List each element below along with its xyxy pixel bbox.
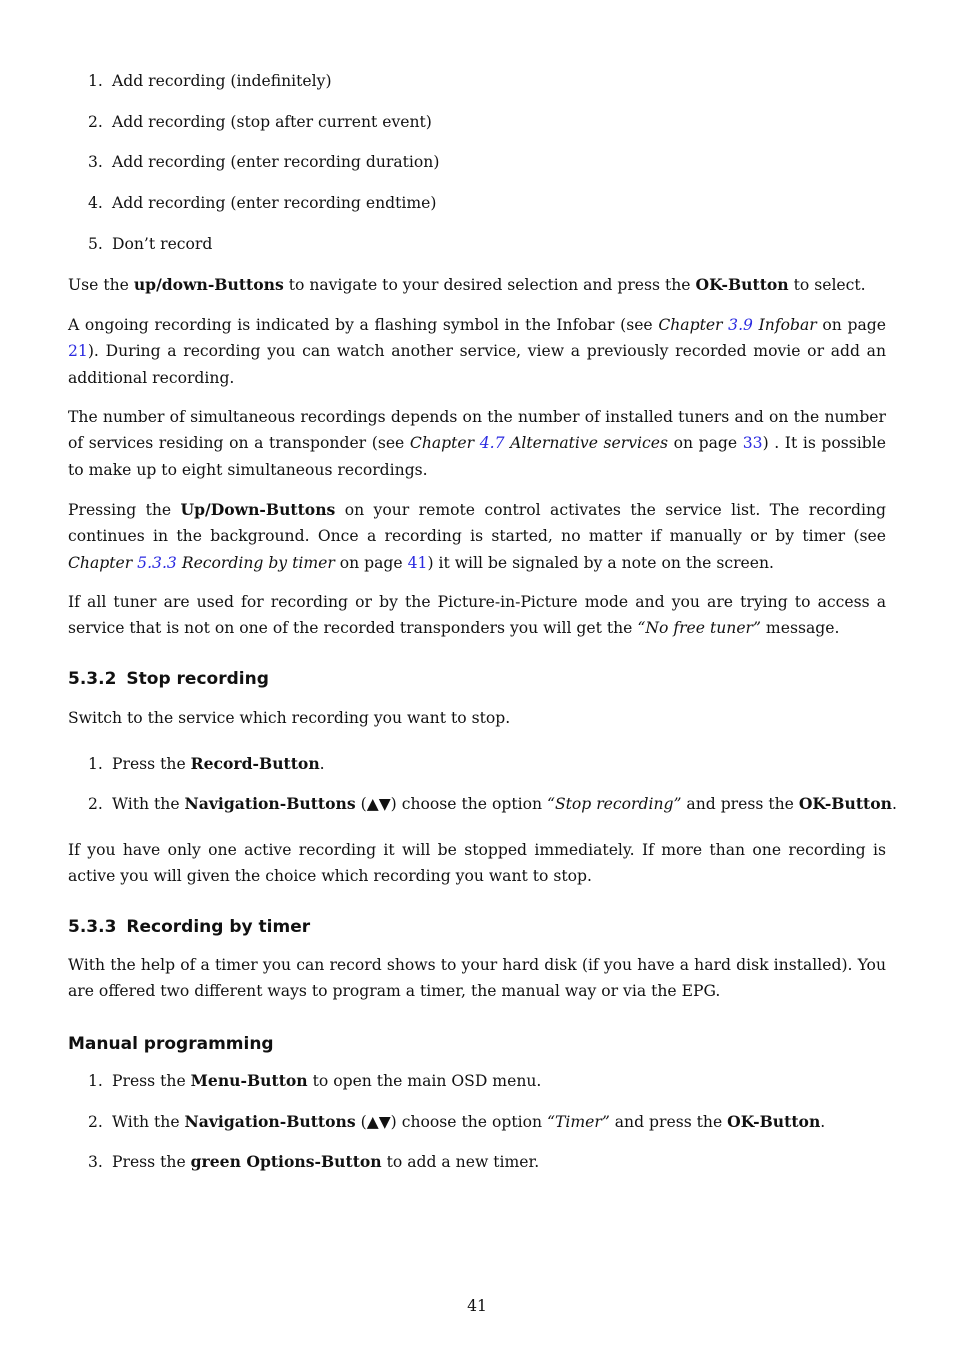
list-item: 1. Add recording (indefinitely) bbox=[88, 72, 332, 90]
paragraph: If you have only one active recording it will be stopped immediately. If more than one recording is active you will given the choice which recording you want to stop. bbox=[68, 841, 886, 886]
paragraph: Use the up/down-Buttons to navigate to your desired selection and press the OK-Button to select. bbox=[68, 275, 866, 294]
section-heading: 5.3.2 Stop recording bbox=[68, 669, 269, 689]
list-item: 1. Press the Menu-Button to open the main OSD menu. bbox=[88, 1071, 542, 1090]
chapter-link[interactable]: 5.3.3 bbox=[137, 553, 177, 572]
paragraph: Pressing the Up/Down-Buttons on your remote control activates the service list. The recording continues in the background. Once a recording is started, no matter if manually or by timer (see Chapter 5.3.3 Recording by timer on page 41) it will be signaled by a note on the screen. bbox=[68, 500, 886, 572]
page-link[interactable]: 33 bbox=[742, 434, 763, 453]
list-item: 3. Add recording (enter recording duration) bbox=[88, 153, 440, 171]
list-item: 5. Don’t record bbox=[88, 235, 213, 253]
chapter-link[interactable]: 3.9 bbox=[728, 316, 753, 334]
paragraph: The number of simultaneous recordings depends on the number of installed tuners and on the number of services residing on a transponder (see Chapter 4.7 Alternative services on page 33) . It is possible to make up to eight simultaneous recordings. bbox=[68, 408, 886, 479]
list-item: 4. Add recording (enter recording endtime) bbox=[88, 194, 437, 212]
list-item: 3. Press the green Options-Button to add a new timer. bbox=[88, 1152, 540, 1171]
list-item: 2. Add recording (stop after current event) bbox=[88, 113, 432, 131]
page-link[interactable]: 21 bbox=[68, 342, 88, 361]
page-number: 41 bbox=[467, 1297, 487, 1315]
page-link[interactable]: 41 bbox=[407, 553, 428, 572]
list-item: 1. Press the Record-Button. bbox=[88, 754, 325, 773]
paragraph: Switch to the service which recording you want to stop. bbox=[68, 709, 511, 727]
section-heading: 5.3.3 Recording by timer bbox=[68, 917, 311, 937]
list-item: 2. With the Navigation-Buttons (▲▼) choose the option “Stop recording” and press the OK-Button. bbox=[88, 794, 897, 813]
chapter-link[interactable]: 4.7 bbox=[479, 434, 505, 453]
paragraph: A ongoing recording is indicated by a flashing symbol in the Infobar (see Chapter 3.9 Infobar on page 21). During a recording you can watch another service, view a previously recorded movie or add an additional recording. bbox=[68, 316, 886, 387]
paragraph: If all tuner are used for recording or by the Picture-in-Picture mode and you are trying to access a service that is not on one of the recorded transponders you will get the “No free tuner” message. bbox=[68, 593, 886, 638]
paragraph: With the help of a timer you can record shows to your hard disk (if you have a hard disk installed). You are offered two different ways to program a timer, the manual way or via the EPG. bbox=[68, 956, 886, 1001]
subsection-heading: Manual programming bbox=[68, 1034, 274, 1054]
list-item: 2. With the Navigation-Buttons (▲▼) choose the option “Timer” and press the OK-Button. bbox=[88, 1112, 826, 1131]
